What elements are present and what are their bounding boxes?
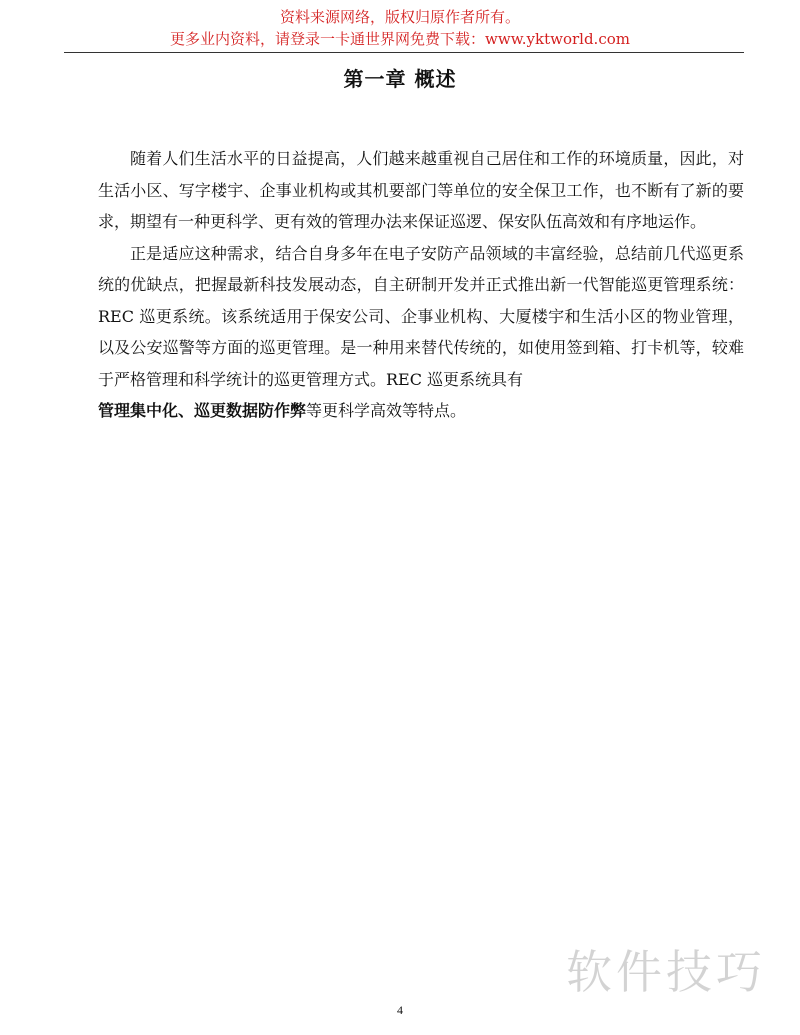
chapter-title: 第一章 概述 <box>343 67 457 91</box>
page-number: 4 <box>397 1003 403 1017</box>
paragraph-system <box>98 238 744 427</box>
source-notice: 资料来源网络，版权归原作者所有。 <box>279 8 520 26</box>
paragraph-intro: 随着人们生活水平的日益提高，人们越来越重视自己居住和工作的环境质量，因此，对生活小区、写字楼宇、企事业机构或其机要部门等单位的安全保卫工作，也不断有了新的要求，期望有一种更科学、更有效的管理办法来保证巡逻、保安队伍高效和有序地运作。 <box>98 149 744 231</box>
paragraph-system-text: 正是适应这种需求，结合自身多年在电子安防产品领域的丰富经验，总结前几代巡更系统的优缺点，把握最新科技发展动态，自主研制开发并正式推出新一代智能巡更管理系统：REC 巡更系统。该系统适用于保安公司、企事业机构、大厦楼宇和生活小区的物业管理，以及公安巡警等方面的巡更管理。是一种用来替代传统的，如使用签到箱、打卡机等，较难于严格管理和科学统计的巡更管理方式。REC 巡更系统具有 <box>98 243 744 389</box>
paragraph-system-tail: 等更科学高效等特点。 <box>306 401 467 420</box>
highlighted-features: 管理集中化、巡更数据防作弊 <box>98 401 307 420</box>
watermark: 软件技巧 <box>566 945 766 999</box>
source-header <box>0 6 800 50</box>
header-divider <box>64 52 744 53</box>
document-body <box>98 143 744 427</box>
download-notice: 更多业内资料，请登录一卡通世界网免费下载：www.yktworld.com <box>170 30 630 48</box>
